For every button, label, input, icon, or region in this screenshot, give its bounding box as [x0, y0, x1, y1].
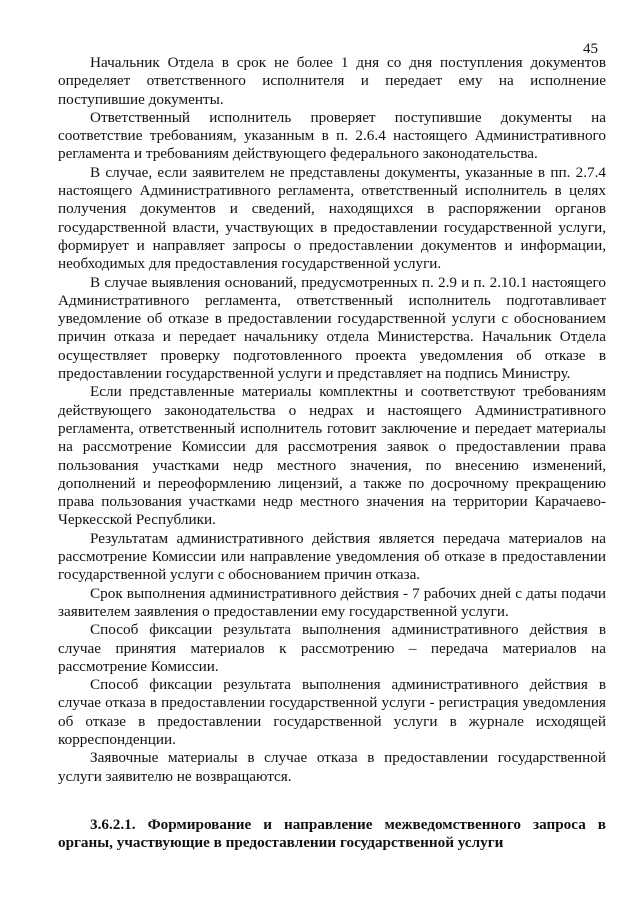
paragraph-assign-executor: Начальник Отдела в срок не более 1 дня со дня поступления документов определяет ответственного исполнителя и передает ему на исполнение поступившие документы.: [58, 54, 606, 108]
paragraph-document-check: Ответственный исполнитель проверяет поступившие документы на соответствие требованиям, указанным в п. 2.6.4 настоящего Административного регламента и требованиям действующего федерального законодательства.: [58, 108, 606, 163]
paragraph-fixation-acceptance: Способ фиксации результата выполнения административного действия в случае принятия материалов к рассмотрению – передача материалов на рассмотрение Комиссии.: [58, 621, 606, 675]
paragraph-refusal-grounds: В случае выявления оснований, предусмотренных п. 2.9 и п. 2.10.1 настоящего Административного регламента, ответственный исполнитель подготавливает уведомление об отказе в предоставлении государственной услуги с обоснованием причин отказа и передает начальнику отдела Министерства. Начальник Отдела осуществляет проверку подготовленного проекта уведомления об отказе в предоставлении государственной услуги и представляет на подпись Министру.: [58, 273, 606, 383]
paragraph-action-result: Результатам административного действия является передача материалов на рассмотрение Комиссии или направление уведомления об отказе в предоставлении государственной услуги с обоснованием причин отказа.: [58, 529, 606, 584]
paragraph-fixation-refusal: Способ фиксации результата выполнения административного действия в случае отказа в предоставлении государственной услуги - регистрация уведомления об отказе в предоставлении государственной услуги в журнале исходящей корреспонденции.: [58, 676, 606, 748]
paragraph-commission-transfer: Если представленные материалы комплектны и соответствуют требованиям действующего законодательства о недрах и настоящего Административного регламента, ответственный исполнитель готовит заключение и передает материалы на рассмотрение Комиссии для рассмотрения заявок о предоставлении права пользования участками недр местного значения, по внесению изменений, дополнений и переоформлению лицензий, а также по досрочному прекращению права пользования участками недр местного значения на территории Карачаево-Черкесской Республики.: [58, 383, 606, 529]
paragraph-action-deadline: Срок выполнения административного действия - 7 рабочих дней с даты подачи заявителем заявления о предоставлении ему государственной услуги.: [58, 584, 606, 620]
document-body: [58, 54, 606, 852]
paragraph-materials-not-returned: Заявочные материалы в случае отказа в предоставлении государственной услуги заявителю не возвращаются.: [58, 749, 606, 785]
section-heading: 3.6.2.1. Формирование и направление межведомственного запроса в органы, участвующие в предоставлении государственной услуги: [58, 815, 606, 852]
paragraph-interagency-requests: В случае, если заявителем не представлены документы, указанные в пп. 2.7.4 настоящего Административного регламента, ответственный исполнитель в целях получения документов и сведений, находящихся в распоряжении органов государственной власти, участвующих в предоставлении государственной услуги, формирует и направляет запросы о предоставлении документов и информации, необходимых для предоставления государственной услуги.: [58, 163, 606, 273]
page-number: 45: [583, 41, 598, 57]
